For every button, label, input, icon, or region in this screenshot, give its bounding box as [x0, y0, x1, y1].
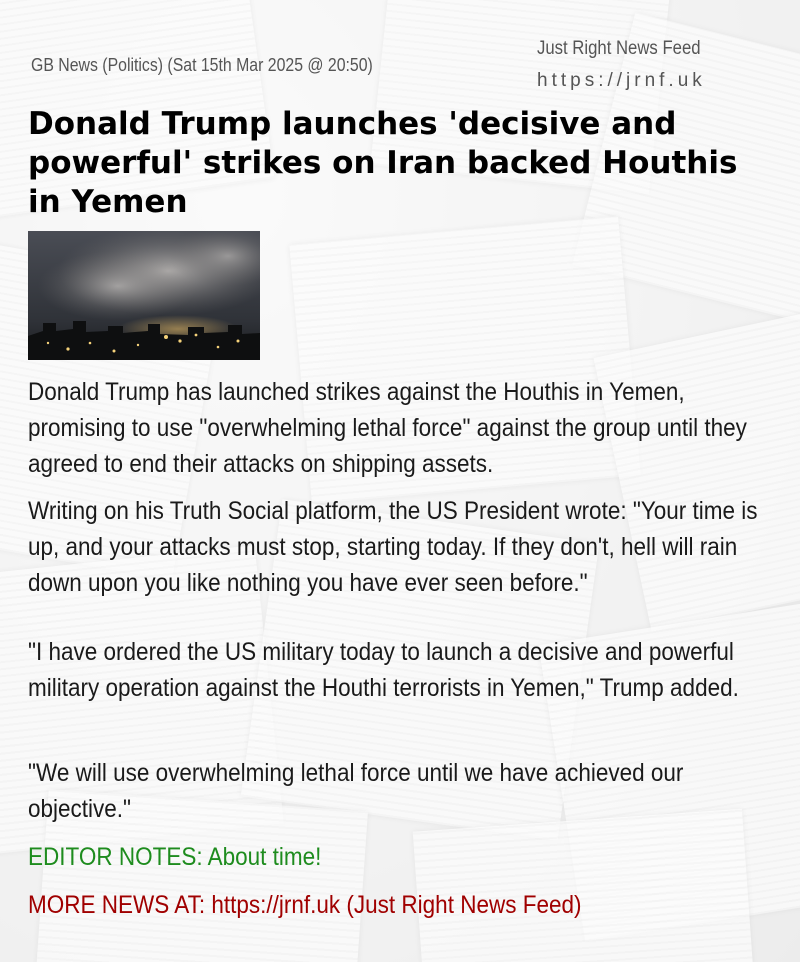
article-paragraph: "We will use overwhelming lethal force until we have achieved our objective."	[28, 759, 684, 823]
article-paragraph: Writing on his Truth Social platform, the US President wrote: "Your time is up, and your attacks must stop, starting today. If they don't, hell will rain down upon you like nothing you have ever seen before."	[28, 497, 758, 597]
more-news-link[interactable]: MORE NEWS AT: https://jrnf.uk (Just Right News Feed)	[28, 891, 582, 919]
article-photo	[28, 231, 260, 360]
source-dateline: GB News (Politics) (Sat 15th Mar 2025 @ 20:50)	[31, 55, 373, 75]
article-headline: Donald Trump launches 'decisive and powerful' strikes on Iran backed Houthis in Yemen	[28, 106, 738, 220]
brand-name: Just Right News Feed	[537, 38, 701, 59]
article-paragraph: Donald Trump has launched strikes against the Houthis in Yemen, promising to use "overwhelming lethal force" against the group until they agreed to end their attacks on shipping assets.	[28, 378, 747, 478]
article-paragraph: "I have ordered the US military today to launch a decisive and powerful military operation against the Houthi terrorists in Yemen," Trump added.	[28, 638, 739, 702]
editor-notes: EDITOR NOTES: About time!	[28, 843, 322, 871]
brand-url: https://jrnf.uk	[537, 70, 706, 91]
